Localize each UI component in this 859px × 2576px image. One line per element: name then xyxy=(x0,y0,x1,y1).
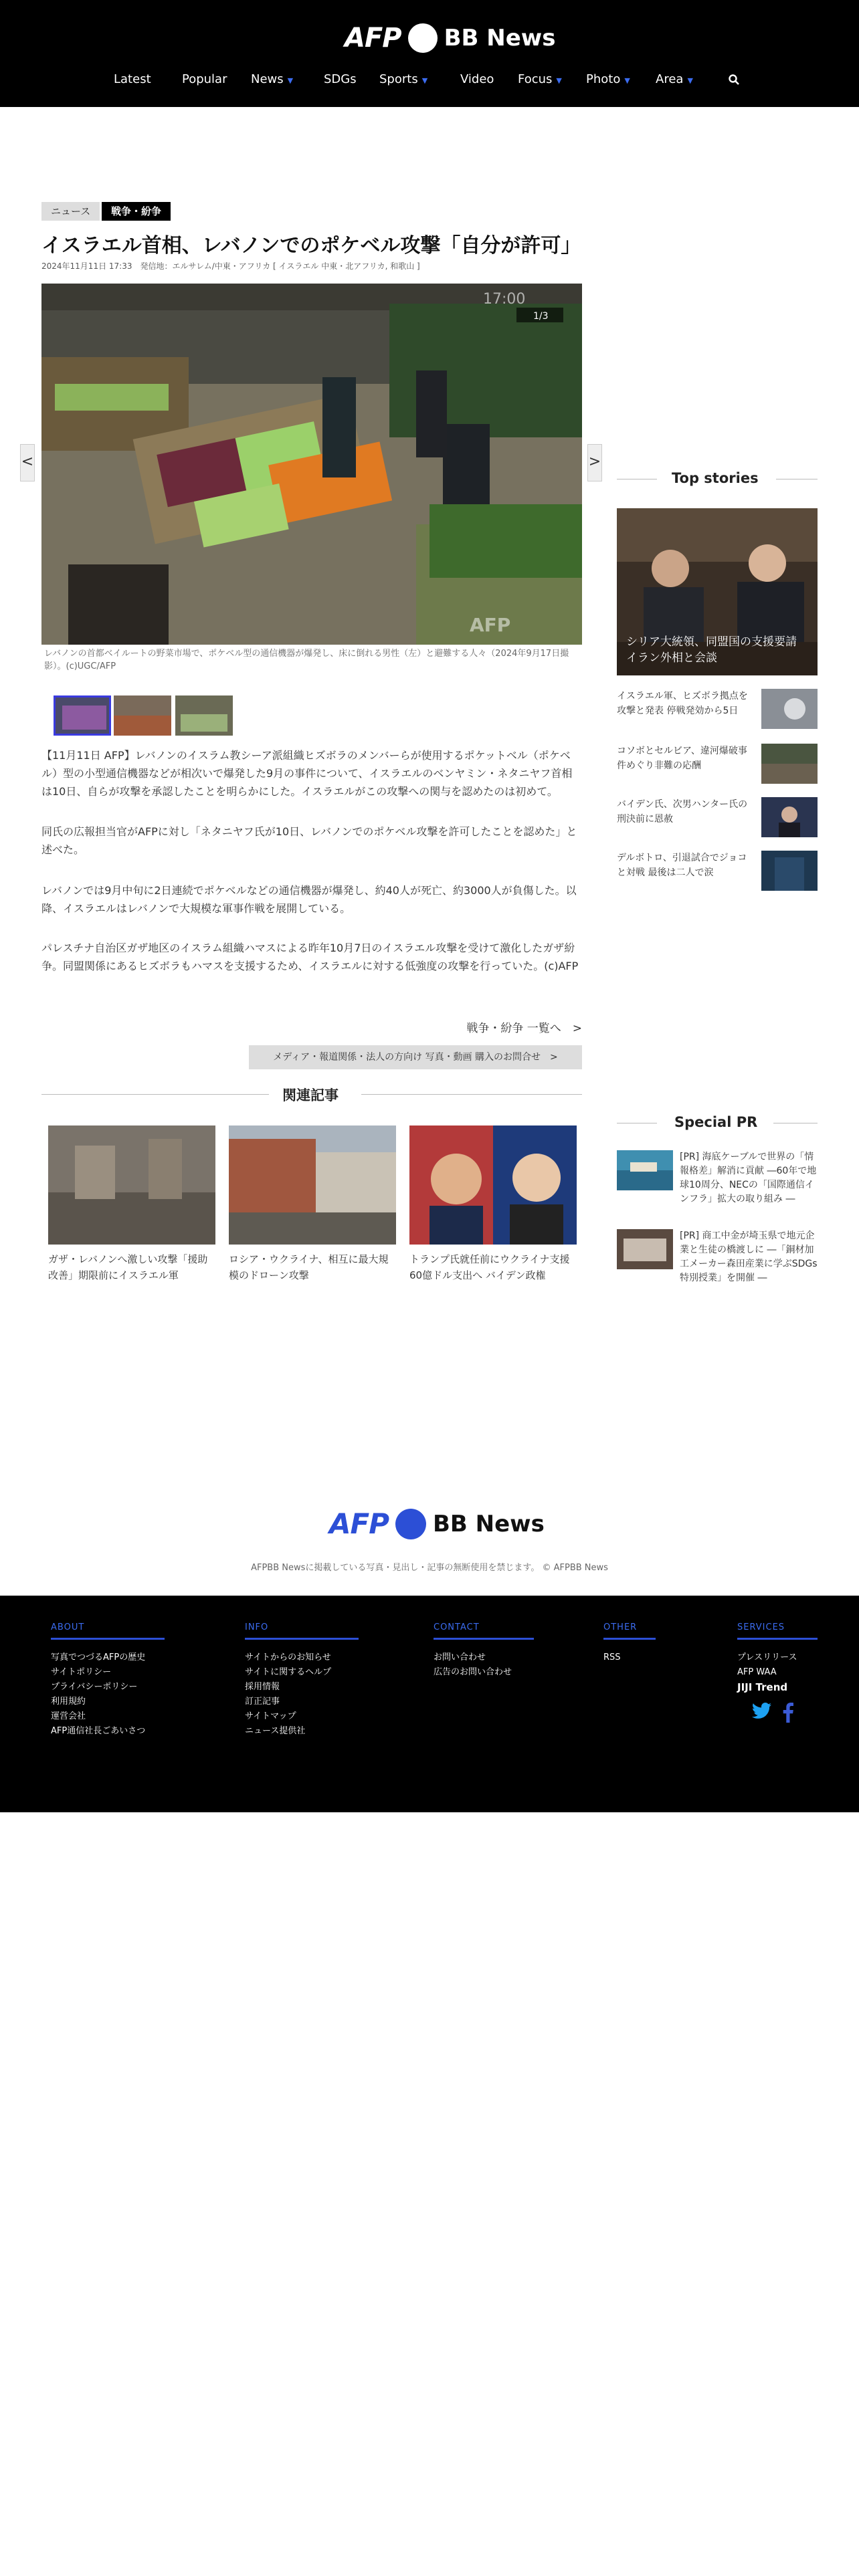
top-story-image xyxy=(761,797,818,837)
footer-column-other xyxy=(603,1620,656,1665)
related-article[interactable] xyxy=(48,1125,215,1285)
pr-item[interactable] xyxy=(617,1229,818,1289)
article-paragraph: パレスチナ自治区ガザ地区のイスラム組織ハマスによる昨年10月7日のイスラエル攻撃を受けて激化したガザ紛争。同盟関係にあるヒズボラもハマスを支援するため、イスラエルに対する低強度の攻撃を行っていた。(c)AFP xyxy=(41,942,579,972)
article-paragraph: 【11月11日 AFP】レバノンのイスラム教シーア派組織ヒズボラのメンバーらが使用するポケットベル（ポケベル）型の小型通信機器などが相次いで爆発した9月の事件について、イスラエルのベンヤミン・ネタニヤフ首相は10日、自らが攻撃を承認したことを明らかにした。イスラエルがこの攻撃への関与を認めたのは初めて。 xyxy=(41,749,573,798)
site-footer xyxy=(0,1596,859,1812)
nav-sports[interactable]: Sports ▼ xyxy=(379,72,428,86)
top-stories-title: Top stories xyxy=(672,470,759,486)
photo-thumbnail[interactable] xyxy=(54,695,111,736)
pr-image xyxy=(617,1150,673,1190)
pr-title: [PR] 商工中金が埼玉県で地元企業と生徒の橋渡しに ―「銅材加工メーカー森田産業に学ぶSDGs特別授業」を開催 ― xyxy=(680,1230,818,1283)
related-article-title: トランプ氏就任前にウクライナ支援60億ドル支出へ バイデン政権 xyxy=(409,1253,570,1281)
footer-link[interactable]: サイトポリシー xyxy=(51,1667,112,1677)
footer-link[interactable]: サイトマップ xyxy=(245,1711,296,1721)
top-story-item[interactable] xyxy=(617,797,818,839)
photo-prev-button[interactable]: < xyxy=(20,444,35,481)
footer-column-contact xyxy=(434,1620,534,1680)
footer-logo-area xyxy=(0,1505,859,1545)
footer-link[interactable]: 利用規約 xyxy=(51,1697,86,1707)
search-button[interactable] xyxy=(728,74,740,89)
top-story-item[interactable] xyxy=(617,689,818,730)
related-article[interactable] xyxy=(409,1125,577,1285)
chevron-down-icon: ▼ xyxy=(624,76,630,85)
related-title: 関連記事 xyxy=(282,1087,339,1103)
footer-logo-dot xyxy=(395,1509,426,1539)
related-article[interactable] xyxy=(229,1125,396,1285)
article-photo[interactable] xyxy=(41,284,582,645)
article-paragraph: 同氏の広報担当官がAFPに対し「ネタニヤフ氏が10日、レバノンでのポケベル攻撃を許可したことを認めた」と述べた。 xyxy=(41,825,577,856)
photo-thumbnail[interactable] xyxy=(175,695,233,736)
footer-heading: ABOUT xyxy=(51,1622,165,1640)
top-story-item[interactable] xyxy=(617,851,818,892)
footer-link[interactable]: RSS xyxy=(603,1652,621,1662)
footer-heading: OTHER xyxy=(603,1622,656,1640)
footer-link[interactable]: プライバシーポリシー xyxy=(51,1682,138,1692)
footer-column-about xyxy=(51,1620,165,1739)
related-article-title: ガザ・レバノンへ激しい攻撃「援助改善」期限前にイスラエル軍 xyxy=(48,1253,208,1281)
chevron-down-icon: ▼ xyxy=(287,76,294,85)
footer-heading: CONTACT xyxy=(434,1622,534,1640)
svg-text:17:00: 17:00 xyxy=(483,291,526,308)
related-article-image xyxy=(409,1125,577,1245)
footer-link[interactable]: サイトからのお知らせ xyxy=(245,1652,331,1662)
pr-image xyxy=(617,1229,673,1269)
divider xyxy=(361,1094,582,1095)
media-purchase-button[interactable]: メディア・報道関係・法人の方向け 写真・動画 購入のお問合せ > xyxy=(249,1045,582,1069)
footer-link[interactable]: サイトに関するヘルプ xyxy=(245,1667,332,1677)
footer-heading: INFO xyxy=(245,1622,359,1640)
footer-link[interactable]: 広告のお問い合わせ xyxy=(434,1667,512,1677)
footer-link[interactable]: 訂正記事 xyxy=(245,1697,280,1707)
thumbnail-image xyxy=(56,697,111,736)
market-scene-image xyxy=(41,284,582,645)
search-icon xyxy=(728,74,740,86)
footer-logo-afp-text: AFP xyxy=(329,1507,389,1540)
footer-logo[interactable] xyxy=(329,1507,545,1540)
chevron-down-icon: ▼ xyxy=(687,76,693,85)
top-story-image xyxy=(761,744,818,784)
thumbnail-image xyxy=(114,695,171,736)
pr-title: [PR] 海底ケーブルで世界の「情報格差」解消に貢献 ―60年で地球10周分、NECの「国際通信インフラ」拡大の取り組み ― xyxy=(680,1152,817,1204)
top-story-title: イスラエル軍、ヒズボラ拠点を攻撃と発表 停戦発効から5日 xyxy=(617,691,748,716)
top-story-title: バイデン氏、次男ハンター氏の刑決前に恩赦 xyxy=(617,799,748,825)
footer-link[interactable]: AFP通信社長ごあいさつ xyxy=(51,1726,146,1736)
article-paragraph: レバノンでは9月中旬に2日連続でポケベルなどの通信機器が爆発し、約40人が死亡、約3000人が負傷した。以降、イスラエルはレバノンで大規模な軍事作戦を展開している。 xyxy=(41,884,577,915)
nav-latest[interactable]: Latest xyxy=(114,72,151,86)
footer-link[interactable]: お問い合わせ xyxy=(434,1652,486,1662)
footer-link[interactable]: 写真でつづるAFPの歴史 xyxy=(51,1652,146,1662)
nav-photo[interactable]: Photo ▼ xyxy=(586,72,630,86)
category-tag[interactable]: ニュース xyxy=(41,202,100,221)
top-story-item[interactable] xyxy=(617,744,818,785)
footer-link[interactable]: 運営会社 xyxy=(51,1711,86,1721)
article-meta: 2024年11月11日 17:33 発信地：エルサレム/中東・アフリカ [ イスラエル 中東・北アフリカ, 和歌山 ] xyxy=(41,261,420,271)
divider xyxy=(41,1094,269,1095)
footer-link[interactable]: AFP WAA xyxy=(737,1667,777,1677)
nav-focus[interactable]: Focus ▼ xyxy=(518,72,562,86)
footer-column-info xyxy=(245,1620,359,1739)
nav-popular[interactable]: Popular xyxy=(182,72,227,86)
nav-sdgs[interactable]: SDGs xyxy=(324,72,357,86)
main-nav xyxy=(0,72,859,94)
footer-logo-bbnews-text: BB News xyxy=(432,1510,545,1537)
top-story-main[interactable] xyxy=(617,508,818,675)
topic-tag[interactable]: 戦争・紛争 xyxy=(102,202,171,221)
thumbnail-image xyxy=(175,695,233,736)
logo-dot xyxy=(408,23,438,53)
jiji-trend-logo[interactable]: JIJI Trend xyxy=(737,1681,788,1693)
footer-heading: SERVICES xyxy=(737,1622,818,1640)
photo-thumbnail[interactable] xyxy=(114,695,171,736)
related-article-image xyxy=(229,1125,396,1245)
svg-text:AFP: AFP xyxy=(470,614,511,636)
logo-bbnews-text: BB News xyxy=(444,25,556,51)
related-article-title: ロシア・ウクライナ、相互に最大規模のドローン攻撃 xyxy=(229,1253,389,1281)
top-story-image xyxy=(761,851,818,891)
facebook-icon[interactable] xyxy=(783,1703,793,1723)
footer-link[interactable]: ニュース提供社 xyxy=(245,1726,306,1736)
special-pr-title: Special PR xyxy=(674,1114,758,1130)
chevron-down-icon: ▼ xyxy=(421,76,428,85)
site-header xyxy=(0,0,859,107)
footer-link[interactable]: 採用情報 xyxy=(245,1682,280,1692)
nav-video[interactable]: Video xyxy=(460,72,494,86)
site-logo[interactable] xyxy=(345,23,555,53)
photo-next-button[interactable]: > xyxy=(587,444,602,481)
footer-column-services xyxy=(737,1620,818,1723)
top-story-image xyxy=(761,689,818,729)
nav-area[interactable]: Area ▼ xyxy=(656,72,693,86)
logo-afp-text: AFP xyxy=(345,23,401,53)
top-story-title: コソボとセルビア、違河爆破事件めぐり非難の応酬 xyxy=(617,746,747,771)
nav-news[interactable]: News ▼ xyxy=(251,72,294,86)
copyright: AFPBB Newsに掲載している写真・見出し・記事の無断使用を禁じます。 © AFPBB News xyxy=(251,1563,608,1573)
photo-caption: レバノンの首都ベイルートの野菜市場で、ポケベル型の通信機器が爆発し、床に倒れる男性（左）と避難する人々（2024年9月17日撮影）。(c)UGC/AFP xyxy=(44,649,569,671)
footer-link[interactable]: プレスリリース xyxy=(737,1652,797,1662)
twitter-icon[interactable] xyxy=(752,1703,772,1720)
svg-text:1/3: 1/3 xyxy=(533,311,549,322)
article-title: イスラエル首相、レバノンでのポケベル攻撃「自分が許可」 xyxy=(41,234,581,257)
top-story-title: デルボトロ、引退試合でジョコと対戦 最後は二人で涙 xyxy=(617,853,747,878)
topic-list-link[interactable]: 戦争・紛争 一覧へ > xyxy=(466,1022,582,1035)
chevron-down-icon: ▼ xyxy=(556,76,562,85)
top-story-main-caption: シリア大統領、同盟国の支援要請 イラン外相と会談 xyxy=(626,635,797,665)
related-article-image xyxy=(48,1125,215,1245)
pr-item[interactable] xyxy=(617,1150,818,1210)
